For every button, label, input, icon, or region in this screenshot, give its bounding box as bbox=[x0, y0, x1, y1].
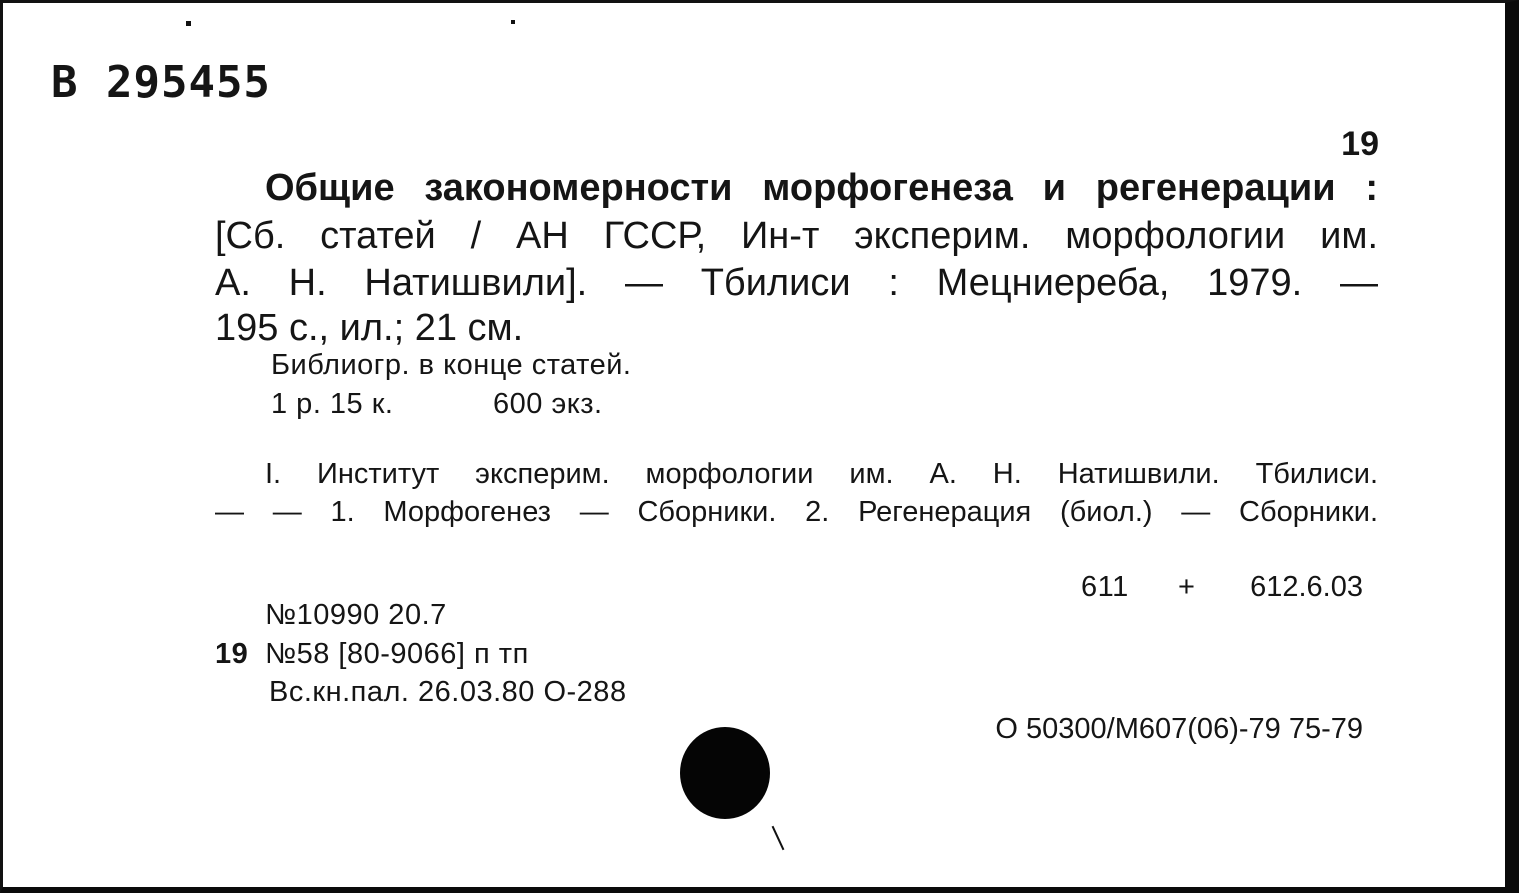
price: 1 р. 15 к. bbox=[271, 388, 394, 420]
book-title: Общие закономерности морфогенеза и регенерации : bbox=[265, 167, 1378, 209]
copies: 600 экз. bbox=[493, 388, 603, 420]
classification-plus: + bbox=[1178, 571, 1196, 603]
registry-line-2: №58 [80-9066] п тп bbox=[265, 638, 529, 670]
registry-line-1: №10990 20.7 bbox=[265, 599, 447, 631]
ink-mark bbox=[772, 826, 785, 850]
card-punch-hole bbox=[680, 727, 770, 819]
ink-speck bbox=[186, 21, 191, 26]
publisher-code: О 50300/М607(06)-79 75-79 bbox=[995, 713, 1363, 745]
bibliography-note: Библиогр. в конце статей. bbox=[271, 349, 632, 381]
classification-code: 611 bbox=[1081, 571, 1129, 603]
ink-speck bbox=[511, 20, 515, 24]
registry-line-3: Вс.кн.пал. 26.03.80 О-288 bbox=[269, 676, 627, 708]
tracing-line-2: — — 1. Морфогенез — Сборники. 2. Регенерация (биол.) — Сборники. bbox=[215, 496, 1378, 528]
description-line-2: А. Н. Натишвили]. — Тбилиси : Мецниереба, 1979. — bbox=[215, 262, 1378, 304]
description-line-3: 195 с., ил.; 21 см. bbox=[215, 307, 524, 349]
corner-number: 19 bbox=[1341, 125, 1379, 163]
tracing-line-1: I. Институт эксперим. морфологии им. А. Н. Натишвили. Тбилиси. bbox=[265, 458, 1378, 490]
registry-prefix: 19 bbox=[215, 638, 249, 670]
description-line-1: [Сб. статей / АН ГССР, Ин-т эксперим. морфологии им. bbox=[215, 215, 1378, 257]
stamp-number: В 295455 bbox=[51, 57, 271, 108]
classification-subcode: 612.6.03 bbox=[1250, 571, 1363, 603]
